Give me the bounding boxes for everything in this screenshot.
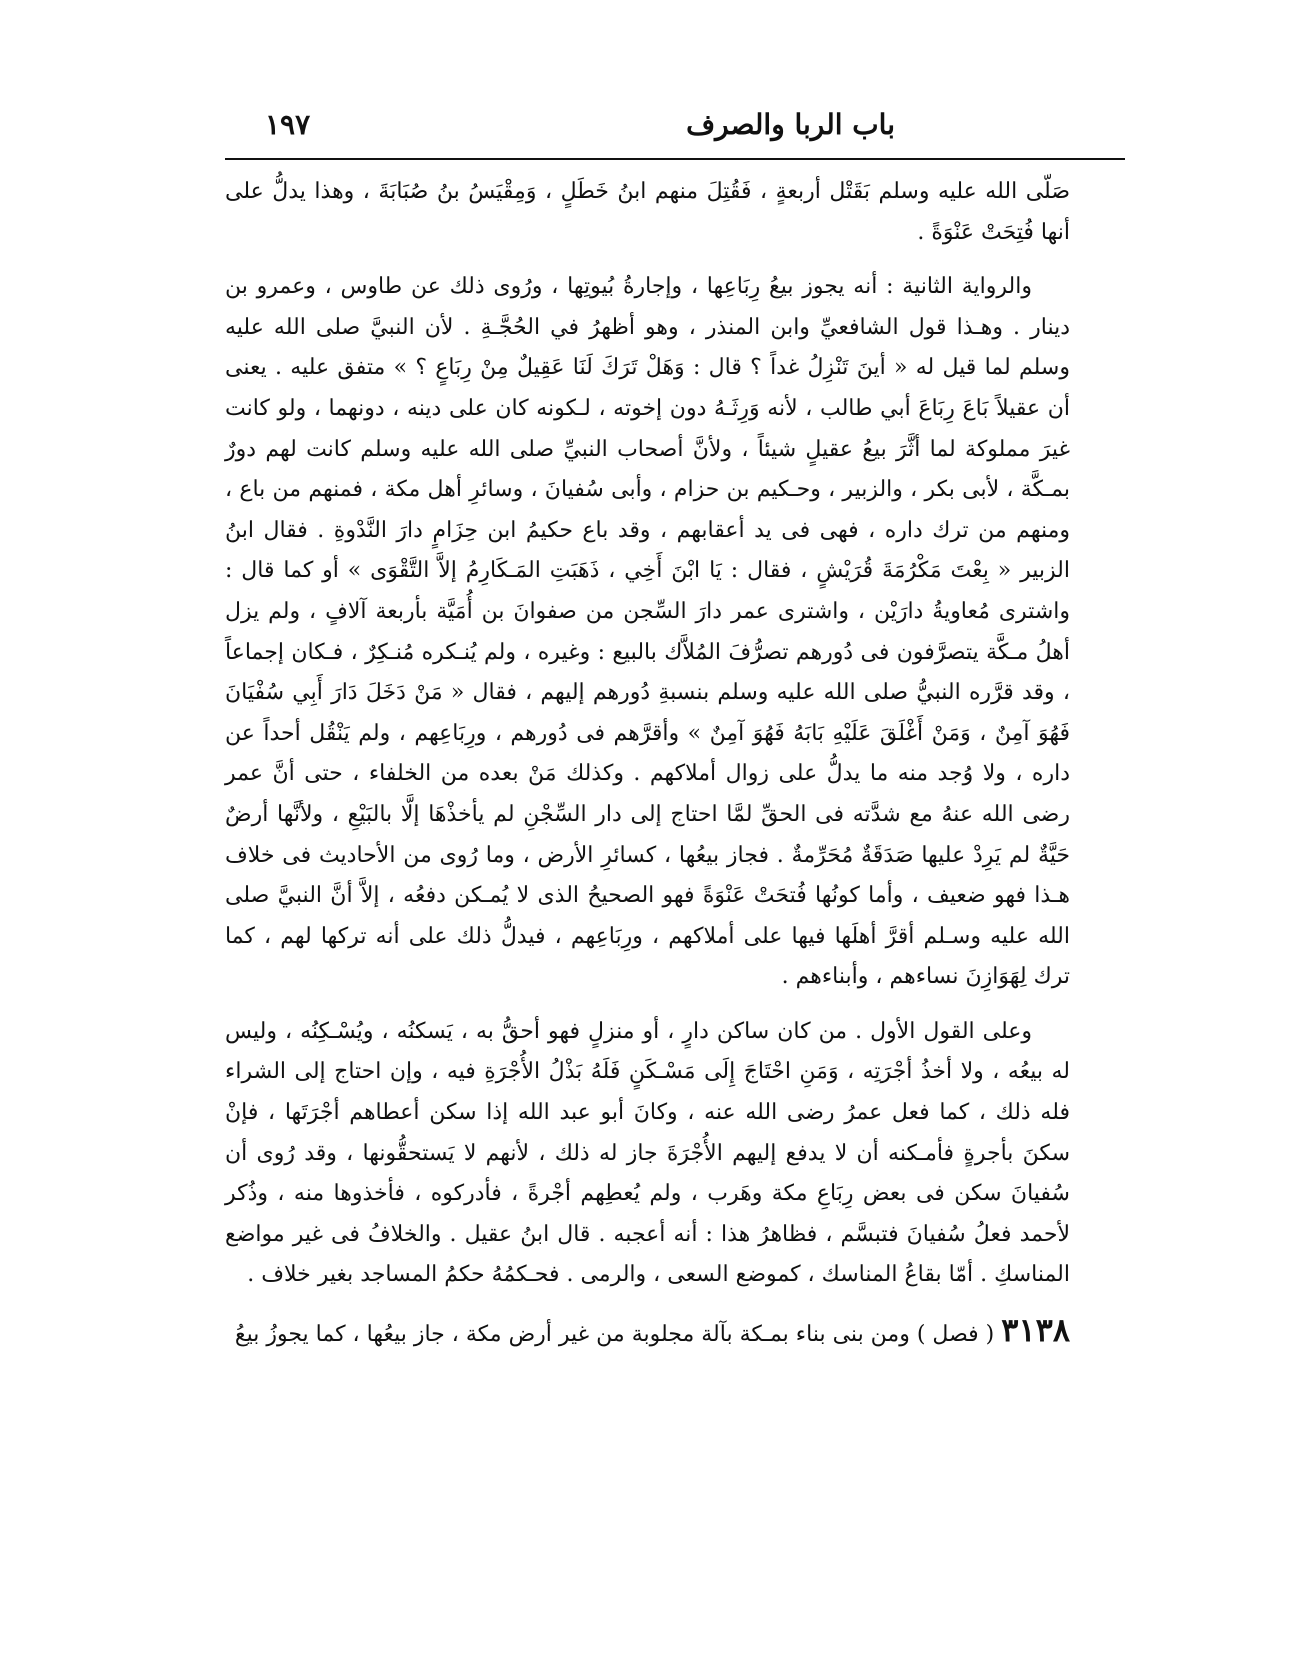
paragraph-1: صَلّى الله عليه وسلم بَقَتْل أربعةٍ ، فَقُتِلَ منهم ابنُ خَطَلٍ ، وَمِقْيَسُ بنُ صُبَابَةَ ، وهذا يدلُّ على أنها فُتِحَتْ عَنْوَةً . — [225, 179, 1070, 245]
paragraph-2: والرواية الثانية : أنه يجوز بيعُ رِبَاعِها ، وإجارةُ بُيوتِها ، ورُوى ذلك عن طاوس ، وعمرو بن دينار . وهـذا قول الشافعيِّ وابن المنذر ، وهو أظهرُ في الحُجَّـةِ . لأن النبيَّ صلى الله عليه وسلم لما قيل له « أينَ تَنْزِلُ غداً ؟ قال : وَهَلْ تَرَكَ لَنَا عَقِيلٌ مِنْ رِبَاعٍ ؟ » متفق عليه . يعنى أن عقيلاً بَاعَ رِبَاعَ أبي طالب ، لأنه وَرِثَـهُ دون إخوته ، لـكونه كان على دينه ، دونهما ، ولو كانت غيرَ مملوكة لما أثَّرَ بيعُ عقيلٍ شيئاً ، ولأنَّ أصحاب النبيِّ صلى الله عليه وسلم كانت لهم دورٌ بمـكَّة ، لأبى بكر ، والزبير ، وحـكيم بن حزام ، وأبى سُفيانَ ، وسائرِ أهل مكة ، فمنهم من باع ، ومنهم من ترك داره ، فهى فى يد أعقابهم ، وقد باع حكيمُ ابن حِزَامٍ دارَ النَّدْوةِ . فقال ابنُ الزبير « بِعْتَ مَكْرُمَةَ قُرَيْشٍ ، فقال : يَا ابْنَ أَخِي ، ذَهَبَتِ المَـكَارِمُ إلاَّ التَّقْوَى » أو كما قال : واشترى مُعاويةُ دارَيْن ، واشترى عمر دارَ السِّجن من صفوانَ بن أُمَيَّة بأربعة آلافٍ ، ولم يزل أهلُ مـكَّة يتصرَّفون فى دُورهم تصرُّفَ المُلاَّك بالبيع : وغيره ، ولم يُنـكره مُنـكِرٌ ، فـكان إجماعاً ، وقد قرَّره النبيُّ صلى الله عليه وسلم بنسبةِ دُورهم إليهم ، فقال « مَنْ دَخَلَ دَارَ أَبِي سُفْيَانَ فَهُوَ آمِنٌ ، وَمَنْ أَغْلَقَ عَلَيْهِ بَابَهُ فَهُوَ آمِنٌ » وأقرَّهم فى دُورهم ، ورِبَاعِهم ، ولم يَنْقُل أحداً عن داره ، ولا وُجد منه ما يدلُّ على زوال أملاكهم . وكذلك مَنْ بعده من الخلفاء ، حتى أنَّ عمر رضى الله عنهُ مع شدَّته فى الحقِّ لمَّا احتاج إلى دار السِّجْنِ لم يأخذْهَا إلَّا بالبَيْعِ ، ولأنَّها أرضٌ حَيَّةٌ لم يَرِدْ عليها صَدَقَةٌ مُحَرِّمةٌ . فجاز بيعُها ، كسائرِ الأرض ، وما رُوى من الأحاديث فى خلاف هـذا فهو ضعيف ، وأما كونُها فُتحَتْ عَنْوَةً فهو الصحيحُ الذى لا يُمـكن دفعُه ، إلاَّ أنَّ النبيَّ صلى الله عليه وسـلم أقرَّ أهلَها فيها على أملاكهم ، ورِبَاعِهم ، فيدلُّ ذلك على أنه تركها لهم ، كما ترك لِهَوَازِنَ نساءهم ، وأبناءهم . — [225, 274, 1070, 990]
body-text — [225, 172, 1070, 1356]
running-title: باب الربا والصرف — [686, 108, 895, 141]
paragraph-3: وعلى القول الأول . من كان ساكن دارٍ ، أو منزلٍ فهو أحقُّ به ، يَسكنُه ، ويُسْـكِنُه ، وليس له بيعُه ، ولا أخذُ أجْرَتِه ، وَمَنِ احْتَاجَ إِلَى مَسْـكَنٍ فَلَهُ بَذْلُ الأُجْرَةِ فيه ، وإن احتاج إلى الشراء فله ذلك ، كما فعل عمرُ رضى الله عنه ، وكانَ أبو عبد الله إذا سكن أعطاهم أجْرَتَها ، فإنْ سكنَ بأجرةٍ فأمـكنه أن لا يدفع إليهم الأُجْرَةَ جاز له ذلك ، لأنهم لا يَستحقُّونها ، وقد رُوى أن سُفيانَ سكن فى بعض رِبَاعِ مكة وهَرب ، ولم يُعطِهم أجْرةً ، فأدركوه ، فأخذوها منه ، وذُكر لأحمد فعلُ سُفيانَ فتبسَّم ، فظاهرُ هذا : أنه أعجبه . قال ابنُ عقيل . والخلافُ فى غير مواضع المناسكِ . أمّا بقاعُ المناسك ، كموضع السعى ، والرمى . فحـكمُهُ حكمُ المساجد بغير خلاف . — [225, 1018, 1070, 1288]
section-number: ٣١٣٨ — [1001, 1311, 1070, 1350]
header-rule — [225, 158, 1125, 160]
paragraph-4 — [225, 1310, 1070, 1356]
section-text: ( فصل ) ومن بنى بناء بمـكة بآلة مجلوبة من غير أرض مكة ، جاز بيعُها ، كما يجوزُ بيعُ — [234, 1322, 995, 1348]
page-header — [225, 108, 1125, 158]
page-number: ١٩٧ — [265, 108, 311, 141]
